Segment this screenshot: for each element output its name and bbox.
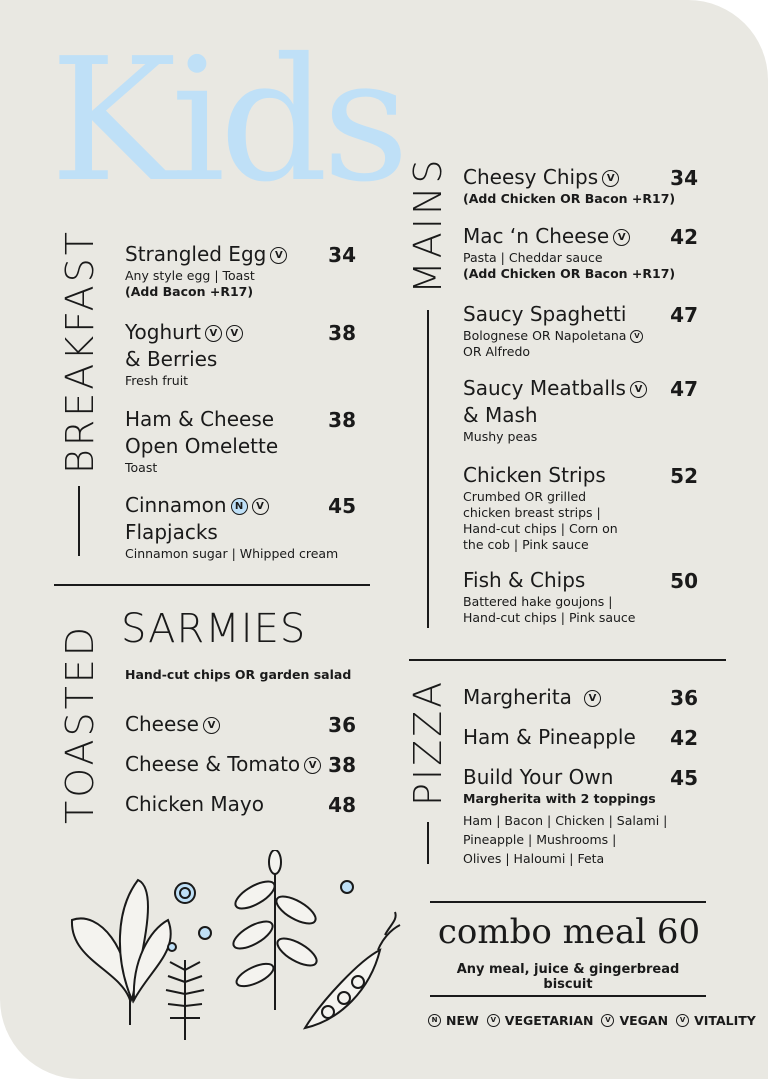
item-name: Cheesy Chips bbox=[463, 165, 599, 189]
item-price: 36 bbox=[670, 686, 698, 710]
item-name: Mac ‘n Cheese bbox=[463, 224, 610, 248]
item-description-line2: Pineapple | Mushrooms | bbox=[463, 832, 617, 847]
item-name: Yoghurt bbox=[125, 320, 201, 344]
item-name: Saucy Spaghetti bbox=[463, 302, 627, 326]
item-price: 34 bbox=[670, 166, 698, 190]
combo-top-rule bbox=[430, 901, 706, 903]
item-description-line4: the cob | Pink sauce bbox=[463, 537, 589, 552]
pizza-item: Ham & Pineapple bbox=[463, 725, 636, 749]
item-name-line2: Flapjacks bbox=[125, 520, 218, 544]
item-price: 38 bbox=[328, 321, 356, 345]
item-name: Build Your Own bbox=[463, 765, 614, 789]
item-price: 47 bbox=[670, 303, 698, 327]
sarmies-heading: SARMIES bbox=[121, 606, 307, 652]
item-name: Chicken Strips bbox=[463, 463, 606, 487]
item-name: Strangled Egg bbox=[125, 242, 267, 266]
menu-title: Kids bbox=[50, 22, 404, 220]
item-price: 42 bbox=[670, 225, 698, 249]
vegetarian-icon: V bbox=[270, 247, 287, 264]
vitality-icon: V bbox=[226, 325, 243, 342]
item-description-line3: Hand-cut chips | Corn on bbox=[463, 521, 618, 536]
legend-label: VITALITY bbox=[694, 1013, 756, 1028]
item-description-line3: Olives | Haloumi | Feta bbox=[463, 851, 605, 866]
pizza-heading: PIZZA bbox=[406, 678, 450, 806]
item-price: 42 bbox=[670, 726, 698, 750]
item-price: 48 bbox=[328, 793, 356, 817]
item-price: 34 bbox=[328, 243, 356, 267]
vegetarian-icon: V bbox=[630, 330, 643, 343]
item-note: Margherita with 2 toppings bbox=[463, 791, 656, 806]
combo-bottom-rule bbox=[430, 995, 706, 997]
vegetarian-icon: V bbox=[487, 1014, 500, 1027]
item-note: (Add Chicken OR Bacon +R17) bbox=[463, 266, 676, 281]
item-description: Crumbed OR grilled bbox=[463, 489, 587, 504]
vegetarian-icon: V bbox=[205, 325, 222, 342]
vegetarian-icon: V bbox=[252, 498, 269, 515]
combo-title: combo meal 60 bbox=[437, 912, 701, 952]
item-note: (Add Bacon +R17) bbox=[125, 284, 254, 299]
item-price: 50 bbox=[670, 569, 698, 593]
mains-heading-rule bbox=[427, 310, 429, 628]
legend-label: VEGETARIAN bbox=[504, 1013, 594, 1028]
new-icon: N bbox=[428, 1014, 441, 1027]
sarmie-item bbox=[125, 751, 321, 778]
item-name: Fish & Chips bbox=[463, 568, 586, 592]
new-icon: N bbox=[231, 498, 248, 515]
breakfast-heading: BREAKFAST bbox=[58, 229, 102, 474]
item-description-line2: OR Alfredo bbox=[463, 344, 531, 359]
legend-label: VEGAN bbox=[619, 1013, 669, 1028]
item-description: Any style egg | Toast bbox=[125, 268, 255, 283]
item-description: Mushy peas bbox=[463, 429, 538, 444]
sarmie-item: Chicken Mayo bbox=[125, 792, 264, 816]
item-name: Saucy Meatballs bbox=[463, 376, 626, 400]
vegetarian-icon: V bbox=[584, 690, 601, 707]
item-description: Fresh fruit bbox=[125, 373, 189, 388]
vitality-icon: V bbox=[676, 1014, 689, 1027]
mains-heading: MAINS bbox=[406, 156, 450, 294]
item-price: 36 bbox=[328, 713, 356, 737]
vegetarian-icon: V bbox=[602, 170, 619, 187]
toasted-heading: TOASTED bbox=[58, 623, 102, 824]
vitality-icon: V bbox=[630, 381, 647, 398]
item-price: 47 bbox=[670, 377, 698, 401]
plants-illustration bbox=[60, 850, 410, 1040]
sarmies-subtitle: Hand-cut chips OR garden salad bbox=[125, 667, 352, 682]
legend-label: NEW bbox=[446, 1013, 479, 1028]
item-description: Bolognese OR Napoletana bbox=[463, 328, 627, 343]
item-description: Battered hake goujons | bbox=[463, 594, 613, 609]
breakfast-heading-rule bbox=[78, 486, 80, 556]
item-name: Cheese bbox=[125, 712, 199, 736]
item-price: 38 bbox=[328, 753, 356, 777]
item-description-line2: Hand-cut chips | Pink sauce bbox=[463, 610, 636, 625]
section-divider bbox=[409, 659, 726, 661]
item-description: Pasta | Cheddar sauce bbox=[463, 250, 603, 265]
item-name-line2: & Mash bbox=[463, 403, 538, 427]
combo-subtitle: Any meal, juice & gingerbread biscuit bbox=[456, 962, 680, 992]
item-price: 45 bbox=[670, 766, 698, 790]
item-price: 38 bbox=[328, 408, 356, 432]
item-name: Cheese & Tomato bbox=[125, 752, 301, 776]
item-note: (Add Chicken OR Bacon +R17) bbox=[463, 191, 676, 206]
vegetarian-icon: V bbox=[203, 717, 220, 734]
legend bbox=[428, 1013, 756, 1028]
item-name: Ham & Cheese bbox=[125, 407, 275, 431]
item-description: Cinnamon sugar | Whipped cream bbox=[125, 546, 339, 561]
pizza-item bbox=[463, 684, 601, 711]
item-description: Toast bbox=[125, 460, 158, 475]
item-name-line2: & Berries bbox=[125, 347, 218, 371]
item-name: Margherita bbox=[463, 685, 572, 709]
item-description: Ham | Bacon | Chicken | Salami | bbox=[463, 813, 668, 828]
item-name: Cinnamon bbox=[125, 493, 227, 517]
pizza-heading-rule bbox=[427, 822, 429, 864]
item-name-line2: Open Omelette bbox=[125, 434, 279, 458]
section-divider bbox=[54, 584, 370, 586]
sarmie-item bbox=[125, 711, 220, 738]
item-description-line2: chicken breast strips | bbox=[463, 505, 601, 520]
vegan-icon: V bbox=[601, 1014, 614, 1027]
vegetarian-icon: V bbox=[613, 229, 630, 246]
vegetarian-icon: V bbox=[304, 757, 321, 774]
item-price: 52 bbox=[670, 464, 698, 488]
item-price: 45 bbox=[328, 494, 356, 518]
